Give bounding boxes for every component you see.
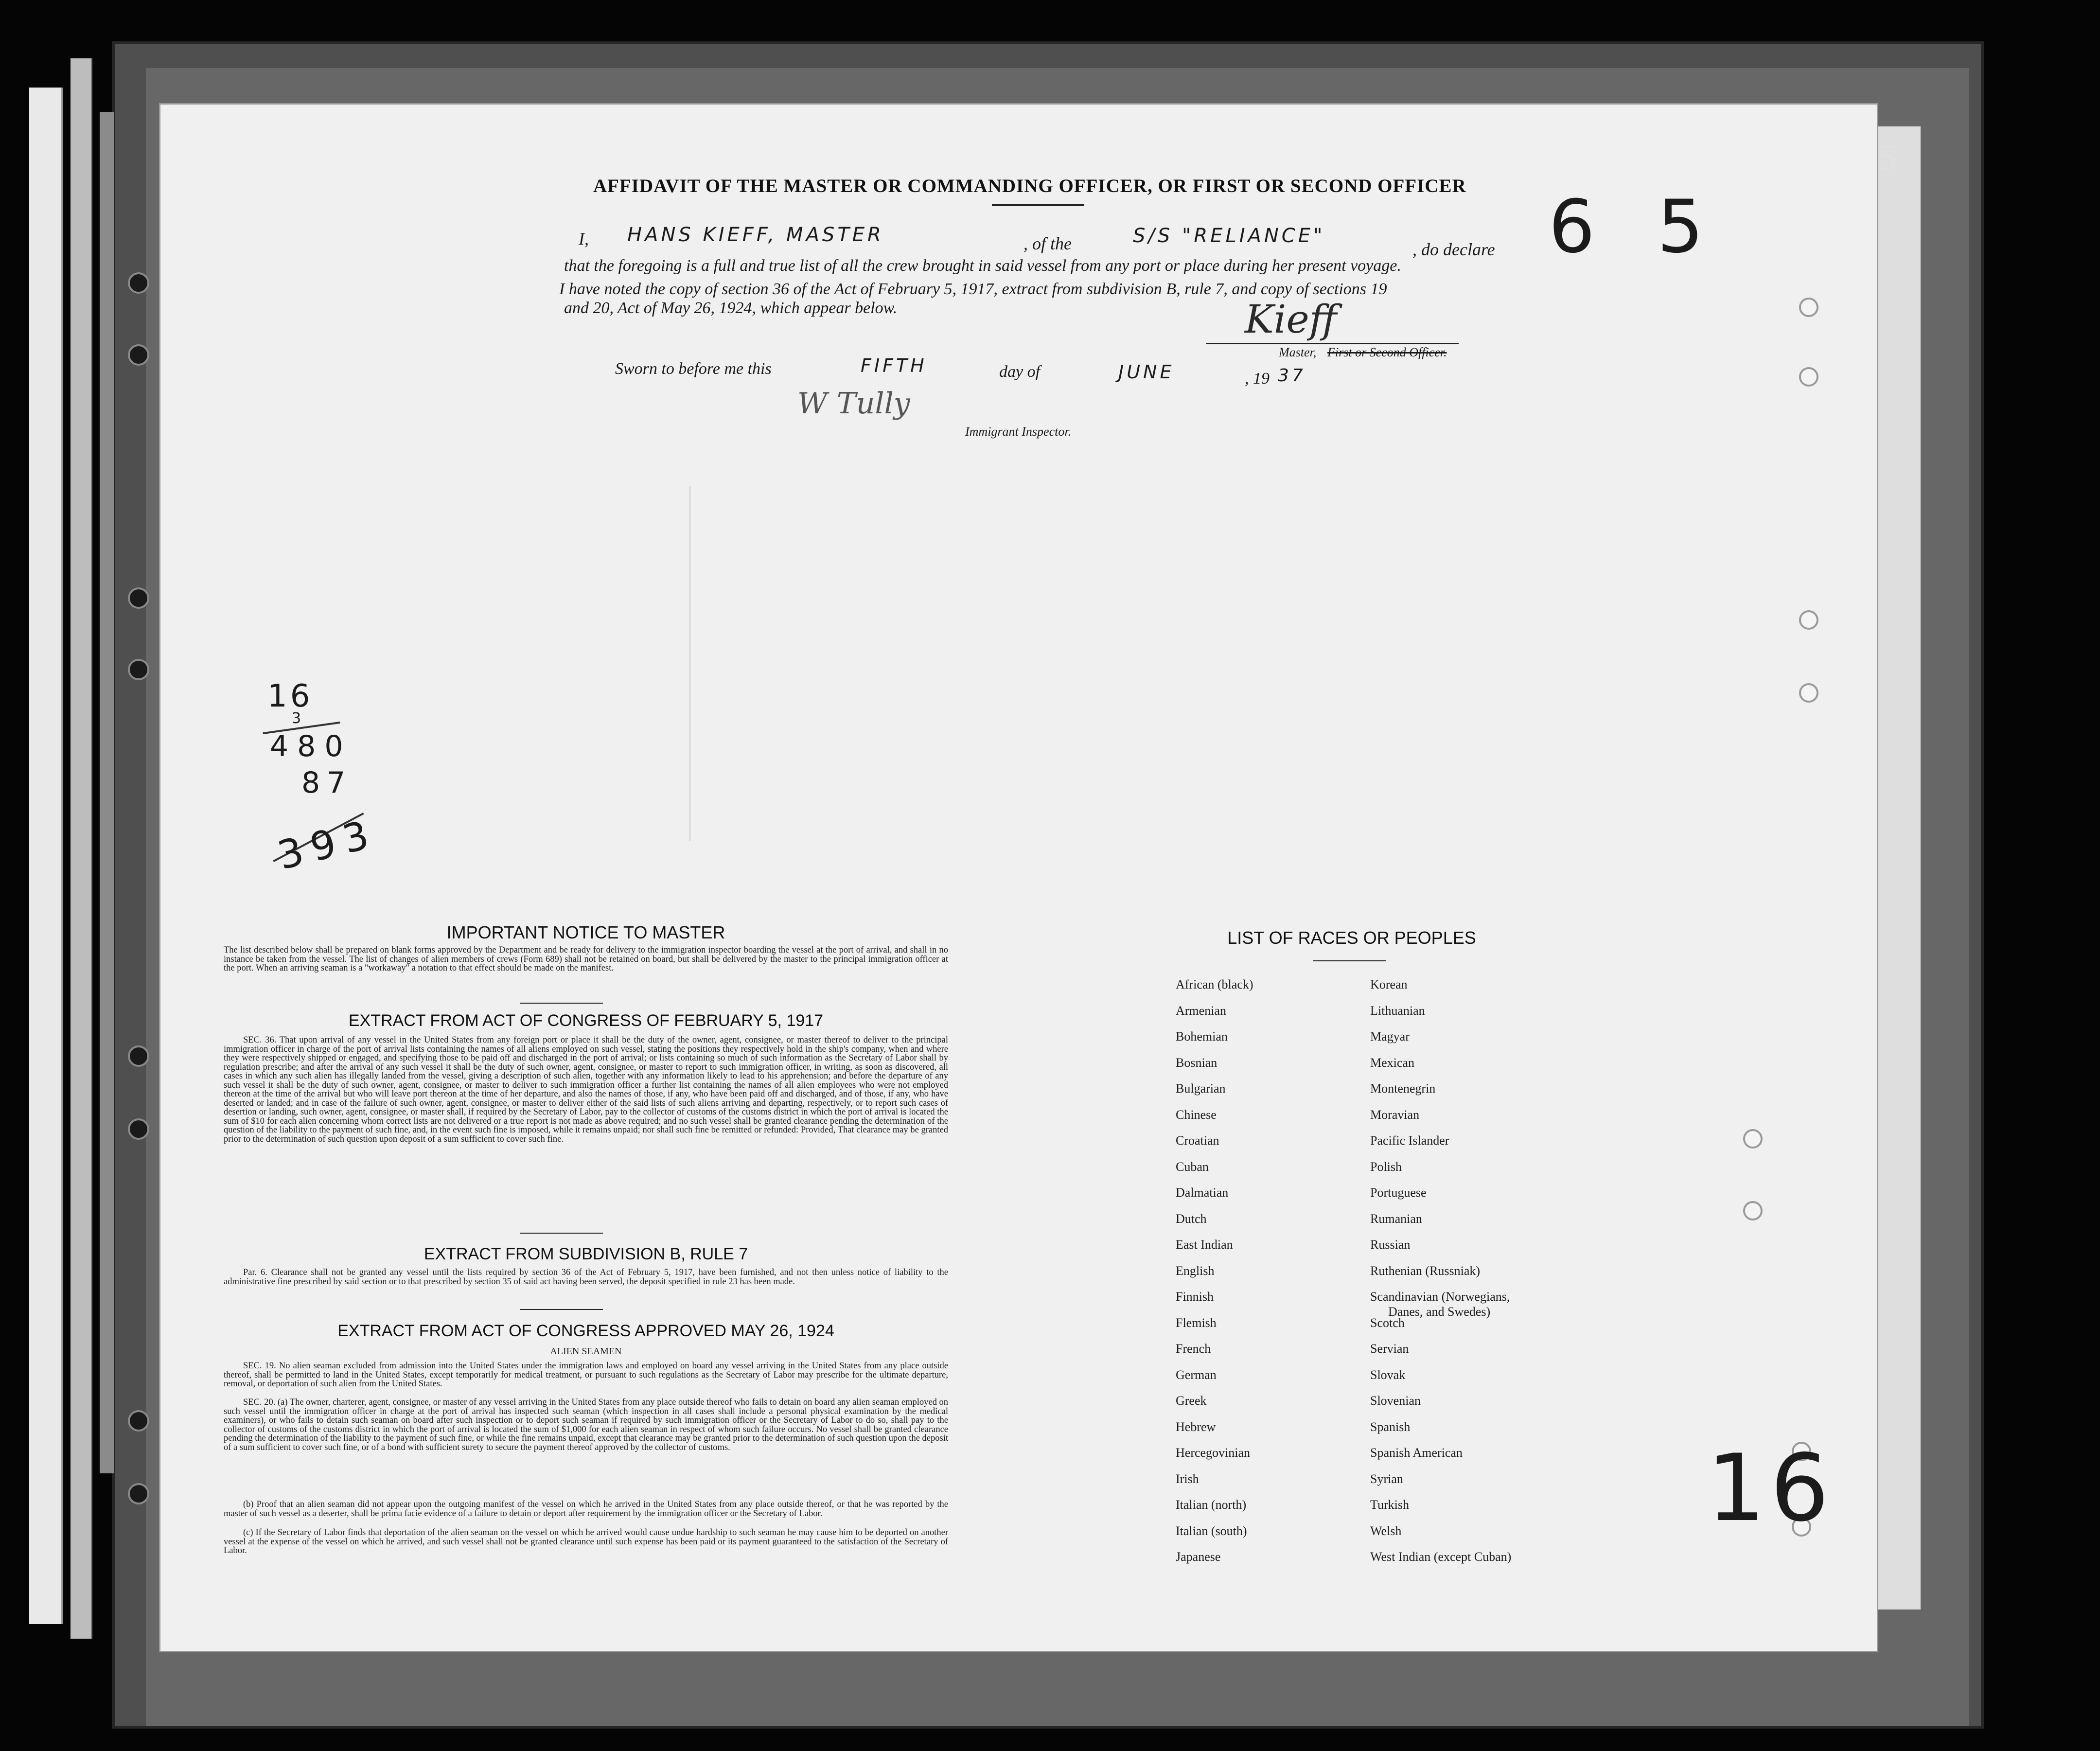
page-ring-hole — [1799, 367, 1818, 387]
left-page-edge-2 — [71, 58, 92, 1639]
race-item: West Indian (except Cuban) — [1370, 1550, 1512, 1564]
do-declare-label: , do declare — [1412, 240, 1495, 259]
binder-hole — [128, 272, 149, 294]
year-prefix: , 19 — [1245, 370, 1270, 388]
struck-officer-title: First or Second Officer. — [1327, 345, 1447, 359]
race-item: English — [1176, 1263, 1215, 1278]
master-signature: Kieff — [1245, 297, 1337, 342]
race-item: Spanish — [1370, 1419, 1411, 1434]
race-item: Slovenian — [1370, 1394, 1421, 1408]
race-item: Korean — [1370, 977, 1408, 991]
fold-line — [689, 486, 690, 841]
handwritten-page-number: 16 — [1707, 1434, 1834, 1542]
affidavit-title: AFFIDAVIT OF THE MASTER OR COMMANDING OFFICER, OR FIRST OR SECOND OFFICER — [593, 176, 1466, 196]
stamp-number: 6 5 — [1549, 185, 1723, 269]
race-item: Pacific Islander — [1370, 1133, 1449, 1148]
page-ring-hole — [1799, 683, 1818, 703]
extract3-sec19: SEC. 19. No alien seaman excluded from admission into the United States under the immigration laws and employed on board any vessel arriving in the United States from any place outside thereof, shall be permitted to land in the United States, except temporarily for medical treatment, or pursuant to such regulations as the Secretary of Labor may prescribe for the ultimate departure, removal, or deportation of such alien from the United States. — [224, 1361, 948, 1389]
calc-line-1: 16 — [267, 678, 313, 714]
race-item: Turkish — [1370, 1498, 1409, 1512]
race-item: Bulgarian — [1176, 1081, 1226, 1096]
page-ring-hole — [1743, 1129, 1763, 1149]
left-page-edge — [29, 88, 63, 1624]
calc-line-2: 480 — [270, 729, 352, 763]
binder-hole — [128, 1045, 149, 1067]
race-item: Bohemian — [1176, 1029, 1228, 1044]
race-item: French — [1176, 1342, 1211, 1356]
race-item: Bosnian — [1176, 1055, 1218, 1070]
race-item: Finnish — [1176, 1290, 1214, 1304]
affidavit-pronoun: I, — [579, 229, 589, 248]
race-item: Japanese — [1176, 1550, 1221, 1564]
day-of-label: day of — [999, 363, 1041, 381]
master-title: Master, — [1279, 345, 1317, 359]
master-name: HANS KIEFF, MASTER — [627, 224, 884, 246]
extract2-heading: EXTRACT FROM SUBDIVISION B, RULE 7 — [424, 1245, 748, 1263]
sworn-day: FIFTH — [861, 355, 927, 376]
race-item: Syrian — [1370, 1471, 1403, 1486]
race-item: Hercegovinian — [1176, 1446, 1251, 1460]
race-item: Mexican — [1370, 1055, 1414, 1070]
race-item: German — [1176, 1367, 1217, 1382]
calc-line-3: 87 — [301, 766, 353, 800]
race-item: Hebrew — [1176, 1419, 1216, 1434]
affidavit-line-2: that the foregoing is a full and true list of all the crew brought in said vessel from any port or place during her present voyage. — [564, 257, 1401, 275]
race-item: Lithuanian — [1370, 1003, 1425, 1018]
extract3-heading: EXTRACT FROM ACT OF CONGRESS APPROVED MAY 26, 1924 — [337, 1322, 834, 1340]
races-rule — [1313, 960, 1386, 961]
races-heading: LIST OF RACES OR PEOPLES — [1227, 928, 1476, 948]
race-item: Welsh — [1370, 1523, 1402, 1538]
race-item: Scandinavian (Norwegians, — [1370, 1290, 1510, 1304]
calc-line-4: 393 — [273, 810, 382, 879]
race-item: East Indian — [1176, 1238, 1233, 1252]
page-ring-hole — [1799, 298, 1818, 317]
extract3-sec20b: (b) Proof that an alien seaman did not appear upon the outgoing manifest of the vessel on which he arrived in the United States from any place outside thereof, or that he was reported by the master of such vessel as a deserter, shall be prima facie evidence of a failure to detain or deport after requirement by the immigration officer or the Secretary of Labor. — [224, 1500, 948, 1519]
binder-hole — [128, 344, 149, 366]
divider — [520, 1233, 603, 1234]
race-item: Russian — [1370, 1238, 1411, 1252]
binder-hole — [128, 659, 149, 680]
calc-line-1b: 3 — [292, 710, 304, 727]
race-item: Montenegrin — [1370, 1081, 1436, 1096]
race-item: African (black) — [1176, 977, 1253, 991]
signature-line — [1206, 343, 1459, 344]
race-item: Italian (south) — [1176, 1523, 1247, 1538]
race-item: Flemish — [1176, 1315, 1217, 1330]
right-page-edge — [1877, 126, 1921, 1610]
divider — [520, 1003, 603, 1004]
race-item: Dutch — [1176, 1211, 1207, 1226]
affidavit-line-4: and 20, Act of May 26, 1924, which appear below. — [564, 299, 898, 317]
race-item: Scotch — [1370, 1315, 1405, 1330]
extract1-text: SEC. 36. That upon arrival of any vessel in the United States from any foreign port or place it shall be the duty of the owner, agent, consignee, or master thereof to deliver to the principal immigration officer in charge of the port of arrival lists containing the names of all aliens employed on such vessel, stating the positions they respectively hold in the ship's company, when and where they were respectively shipped or engaged, and specifying those to be paid off and discharged in the port of arrival; or lists containing so much of such information as the Secretary of Labor shall by regulation prescribe; and after the arrival of any such vessel it shall be the duty of such owner, agent, consignee, or master to report to such immigration officer, in writing, as soon as discovered, all cases in which any such alien has illegally landed from the vessel, giving a description of such alien, together with any information likely to lead to his apprehension; and before the departure of any such vessel it shall be the duty of such owner, agent, consignee, or master to deliver to such immigration officer a further list containing the names of all alien employees who were not employed thereon at the time of the arrival but who will leave port thereon at the time of her departure, and also the names of those, if any, who have been paid off and discharged, and of those, if any, who have deserted or landed; and in case of the failure of such owner, agent, consignee, or master to deliver either of the said lists of such aliens arriving and departing, respectively, or to report such cases of desertion or landing, such owner, agent, consignee, or master shall, if required by the Secretary of Labor, pay to the collector of customs of the customs district in which the port of arrival is located the sum of $10 for each alien concerning whom correct lists are not delivered or a true report is not made as above required; and no such vessel shall be granted clearance pending the determination of the question of the liability to the payment of such fine, and, in the event such fine is imposed, while it remains unpaid; nor shall such fine be remitted or refunded: Provided, That clearance may be granted prior to the determination of such question upon deposit of a sum sufficient to cover such fine. — [224, 1035, 948, 1144]
sworn-label: Sworn to before me this — [615, 360, 772, 378]
race-item: Irish — [1176, 1471, 1199, 1486]
title-rule — [992, 204, 1084, 206]
year-suffix: 37 — [1278, 366, 1306, 386]
affidavit-line-3: I have noted the copy of section 36 of the Act of February 5, 1917, extract from subdivision B, rule 7, and copy of sections 19 — [559, 280, 1387, 298]
race-item: Italian (north) — [1176, 1498, 1247, 1512]
race-item: Dalmatian — [1176, 1185, 1229, 1200]
race-item: Armenian — [1176, 1003, 1226, 1018]
extract1-heading: EXTRACT FROM ACT OF CONGRESS OF FEBRUARY 5, 1917 — [348, 1011, 824, 1030]
race-item: Ruthenian (Russniak) — [1370, 1263, 1481, 1278]
extract3-sec20c: (c) If the Secretary of Labor finds that deportation of the alien seaman on the vessel on which he arrived would cause undue hardship to such seaman he may cause him to be deported on another vessel at the expense of the vessel on which he arrived, and such vessel shall not be granted clearance until such expense has been paid or its payment guaranteed to the satisfaction of the Secretary of Labor. — [224, 1528, 948, 1556]
of-the-label: , of the — [1024, 234, 1072, 253]
vessel-name: S/S "RELIANCE" — [1133, 225, 1325, 247]
race-item: Slovak — [1370, 1367, 1406, 1382]
inspector-signature: W Tully — [797, 387, 910, 421]
race-item: Greek — [1176, 1394, 1207, 1408]
notice-heading: IMPORTANT NOTICE TO MASTER — [446, 922, 725, 942]
divider — [520, 1309, 603, 1310]
binder-hole — [128, 1118, 149, 1140]
race-item: Magyar — [1370, 1029, 1410, 1044]
left-page-edge-3 — [100, 112, 114, 1473]
inspector-label: Immigrant Inspector. — [965, 424, 1072, 439]
race-item: Polish — [1370, 1159, 1402, 1174]
extract3-subheading: ALIEN SEAMEN — [550, 1346, 622, 1357]
binder-hole — [128, 1483, 149, 1504]
page-ring-hole — [1743, 1201, 1763, 1220]
race-item: Cuban — [1176, 1159, 1209, 1174]
notice-text: The list described below shall be prepared on blank forms approved by the Department and be ready for delivery to the immigration inspector boarding the vessel at the port of arrival, and shall in no instance be taken from the vessel. The list of changes of alien members of crews (Form 689) shall not be retained on board, but shall be delivered by the master to the principal immigration officer at the port. When an arriving seaman is a "workaway" a notation to that effect should be made on the manifest. — [224, 945, 948, 973]
extract2-text: Par. 6. Clearance shall not be granted any vessel until the lists required by section 36 of the Act of February 5, 1917, have been furnished, and not then unless notice of liability to the administrative fine prescribed by said section or to that prescribed by section 35 of said act having been served, the deposit specified in rule 23 has been made. — [224, 1268, 948, 1287]
race-item: Spanish American — [1370, 1446, 1463, 1460]
binder-hole — [128, 1410, 149, 1432]
sworn-month: JUNE — [1118, 361, 1175, 383]
race-item: Moravian — [1370, 1107, 1420, 1122]
race-item: Croatian — [1176, 1133, 1219, 1148]
race-item-continuation: Danes, and Swedes) — [1388, 1305, 1491, 1319]
binder-hole — [128, 587, 149, 609]
corner-number: 5 — [1877, 139, 1899, 178]
page-ring-hole — [1799, 610, 1818, 630]
race-item: Chinese — [1176, 1107, 1217, 1122]
race-item: Servian — [1370, 1342, 1409, 1356]
extract3-sec20a: SEC. 20. (a) The owner, charterer, agent, consignee, or master of any vessel arriving in the United States from any place outside thereof who fails to detain on board any alien seaman employed on such vessel until the immigration officer in charge at the port of arrival has inspected such seaman (which inspection in all cases shall include a personal physical examination by the medical examiners), or who fails to detain such seaman on board after such inspection or to deport such seaman if required by such immigration officer or the Secretary of Labor to do so, shall pay to the collector of customs of the customs district in which the port of arrival is located the sum of $1,000 for each alien seaman in respect of whom such failure occurs. No vessel shall be granted clearance pending the determination of the liability to the payment of such fine, or while the fine remains unpaid, except that clearance may be granted prior to the determination of such question upon the deposit of a sum sufficient to cover such fine, or of a bond with sufficient surety to secure the payment thereof approved by the collector of customs. — [224, 1397, 948, 1452]
race-item: Rumanian — [1370, 1211, 1422, 1226]
race-item: Portuguese — [1370, 1185, 1427, 1200]
